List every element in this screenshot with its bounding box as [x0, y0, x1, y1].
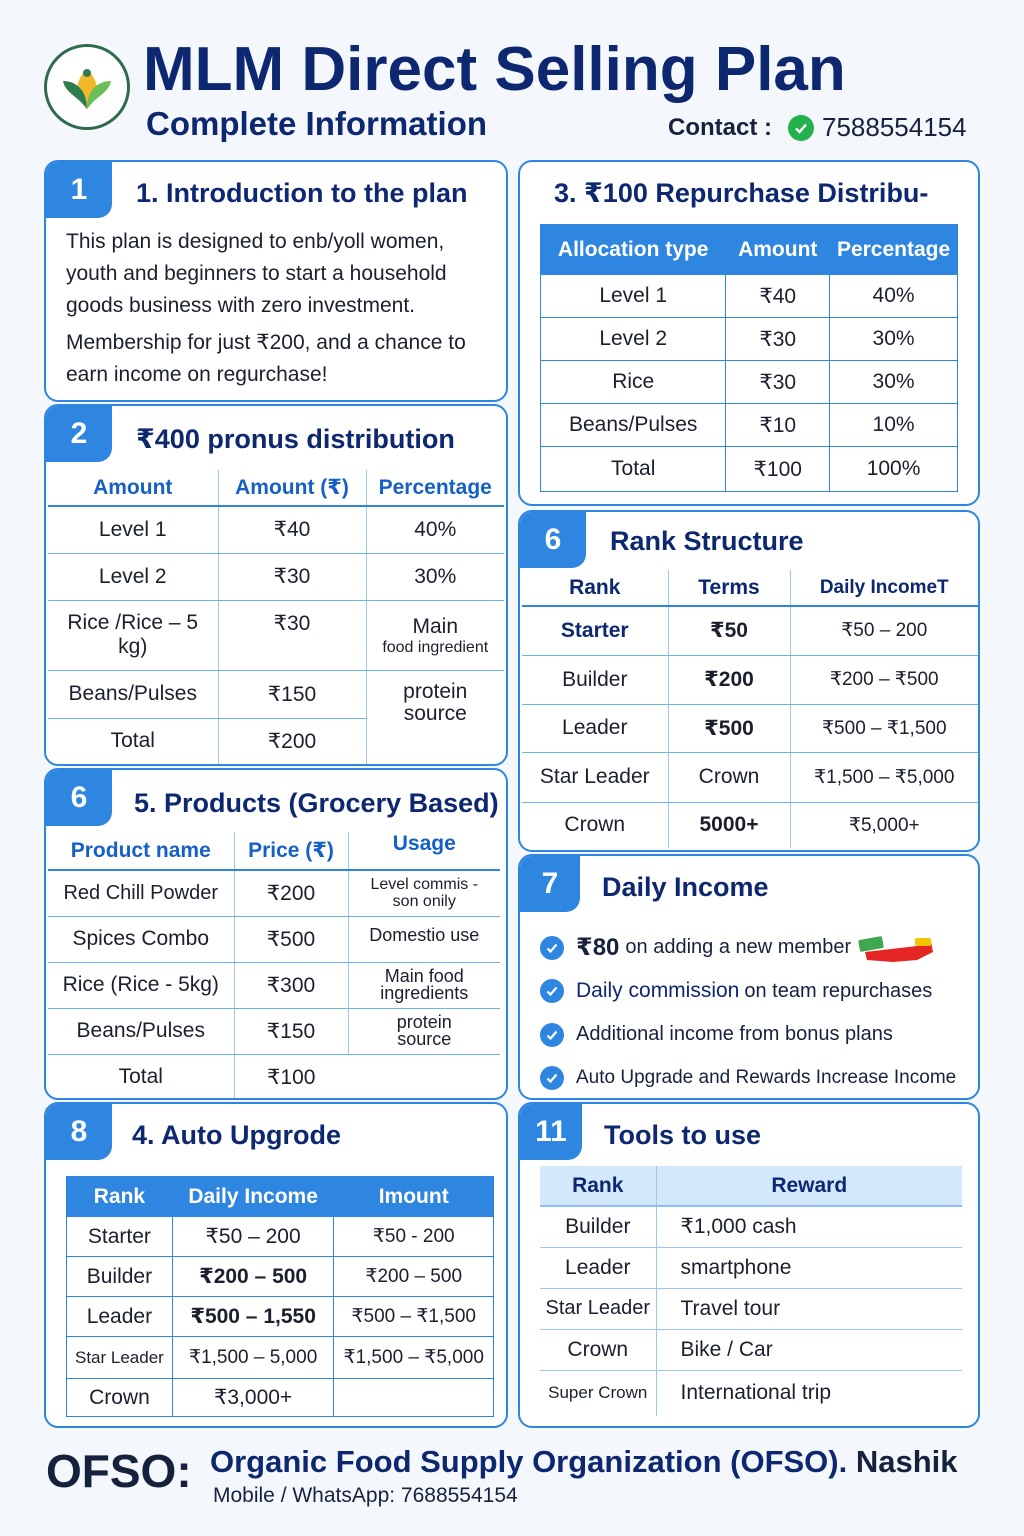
table-cell: Builder — [67, 1257, 173, 1297]
table-row — [48, 670, 504, 718]
check-icon — [540, 936, 564, 960]
daily-income-title: Daily Income — [602, 872, 769, 902]
table-cell: ₹200 — [218, 718, 366, 764]
table-cell: ₹500 — [668, 704, 790, 752]
table-cell: Crown — [540, 1329, 656, 1370]
table-cell: Rice — [541, 361, 726, 404]
section-badge: 7 — [520, 856, 580, 912]
table-cell: Level 2 — [48, 553, 218, 600]
logo — [44, 44, 130, 130]
table-cell: ₹100 — [234, 1054, 348, 1100]
rank-structure-card — [518, 510, 980, 852]
page-subtitle: Complete Information — [146, 105, 488, 142]
leaf-logo-icon — [57, 57, 117, 117]
table-cell: Beans/Pulses — [48, 1008, 234, 1054]
table-cell: smartphone — [656, 1247, 962, 1288]
table-cell: ₹3,000+ — [172, 1379, 334, 1417]
table-row — [48, 916, 500, 962]
table-row — [48, 962, 500, 1008]
table-row — [67, 1297, 494, 1337]
table-cell: 40% — [830, 275, 958, 318]
table-cell: Bike / Car — [656, 1329, 962, 1370]
table-row — [48, 553, 504, 600]
table-cell — [348, 1008, 500, 1054]
contact-info — [668, 112, 967, 143]
table-cell: ₹50 — [668, 606, 790, 655]
cell-line: food ingredient — [382, 638, 489, 656]
repurchase-card — [518, 160, 980, 506]
table-row — [541, 404, 958, 447]
table-row — [540, 1247, 962, 1288]
intro-membership: Membership for just ₹200, and a chance to earn income on regurchase! — [66, 331, 466, 386]
table-cell: ₹40 — [726, 275, 830, 318]
table-row — [522, 655, 978, 704]
column-header: Rank — [522, 570, 668, 606]
table-cell: ₹200 – 500 — [334, 1257, 494, 1297]
rank-title: Rank Structure — [610, 526, 804, 556]
table-row — [540, 1370, 962, 1416]
item-strong: ₹80 — [576, 934, 620, 962]
item-text: on team repurchases — [744, 979, 933, 1002]
table-cell: Starter — [67, 1217, 173, 1257]
cell-line: Level commis - — [370, 876, 479, 894]
table-cell: Level 1 — [541, 275, 726, 318]
table-cell: ₹500 – ₹1,500 — [790, 704, 978, 752]
tools-card — [518, 1102, 980, 1428]
table-cell: Crown — [67, 1379, 173, 1417]
column-header: Usage — [348, 832, 500, 870]
item-text: on adding a new member — [625, 936, 852, 959]
table-cell — [334, 1379, 494, 1417]
table-cell: ₹1,500 – ₹5,000 — [334, 1337, 494, 1379]
table-row — [48, 870, 500, 916]
intro-paragraph: This plan is designed to enb/yoll women, youth and beginners to start a household goods business with zero investment. — [66, 230, 447, 317]
tools-table — [540, 1166, 962, 1416]
section-badge: 6 — [46, 770, 112, 826]
table-cell: Star Leader — [67, 1337, 173, 1379]
table-cell — [348, 1054, 500, 1100]
table-cell: 10% — [830, 404, 958, 447]
products-card — [44, 768, 508, 1100]
list-item — [540, 926, 956, 970]
table-cell: ₹500 — [234, 916, 348, 962]
tools-title: Tools to use — [604, 1120, 762, 1150]
cash-hand-icon — [857, 930, 935, 966]
table-cell: Leader — [67, 1297, 173, 1337]
table-cell: Total — [541, 447, 726, 492]
table-cell — [366, 670, 504, 764]
page-title: MLM Direct Selling Plan — [143, 35, 846, 104]
section-badge: 1 — [46, 162, 112, 218]
table-cell: Leader — [522, 704, 668, 752]
table-cell: Travel tour — [656, 1288, 962, 1329]
table-cell: ₹10 — [726, 404, 830, 447]
table-cell: ₹500 – ₹1,500 — [334, 1297, 494, 1337]
footer-mobile[interactable]: Mobile / WhatsApp: 7688554154 — [213, 1484, 518, 1507]
table-cell: ₹5,000+ — [790, 802, 978, 848]
table-row — [67, 1217, 494, 1257]
table-row — [67, 1337, 494, 1379]
column-header: Rank — [67, 1177, 173, 1217]
table-cell: Builder — [522, 655, 668, 704]
table-cell: ₹1,500 – 5,000 — [172, 1337, 334, 1379]
table-cell: ₹500 – 1,550 — [172, 1297, 334, 1337]
table-cell: ₹30 — [218, 553, 366, 600]
cell-line: protein — [396, 1012, 452, 1032]
table-cell: Super Crown — [548, 1383, 648, 1403]
check-icon — [540, 979, 564, 1003]
column-header: Imount — [334, 1177, 494, 1217]
column-header: Price (₹) — [234, 832, 348, 870]
table-cell: Crown — [564, 813, 626, 837]
table-row — [48, 506, 504, 553]
column-header: Daily Income — [172, 1177, 334, 1217]
table-cell: Total — [110, 729, 155, 753]
table-cell: ₹200 — [668, 655, 790, 704]
table-cell: International trip — [656, 1370, 962, 1416]
table-cell: 30% — [830, 318, 958, 361]
rank-table — [522, 570, 978, 848]
table-row — [541, 447, 958, 492]
contact-label: Contact : — [668, 113, 772, 141]
section-badge: 2 — [46, 406, 112, 462]
table-cell: 30% — [830, 361, 958, 404]
table-cell — [348, 962, 500, 1008]
table-row — [48, 600, 504, 670]
table-cell: ₹150 — [234, 1008, 348, 1054]
check-icon — [540, 1066, 564, 1090]
page-header — [0, 0, 1024, 150]
table-cell: Spices Combo — [48, 916, 234, 962]
organization-city: Nashik — [847, 1444, 958, 1479]
column-header: Percentage — [830, 225, 958, 275]
table-row — [522, 606, 978, 655]
table-cell: Domestio use — [348, 916, 500, 962]
column-header: Daily IncomeT — [790, 570, 978, 606]
column-header: Product name — [48, 832, 234, 870]
daily-income-list — [540, 926, 956, 1100]
table-cell: Builder — [540, 1206, 656, 1247]
table-cell: 30% — [366, 553, 504, 600]
table-cell: Beans/Pulses — [541, 404, 726, 447]
bonus-title: ₹400 pronus distribution — [136, 424, 455, 454]
table-cell: 5000+ — [668, 802, 790, 848]
table-cell: ₹30 — [726, 361, 830, 404]
check-icon — [540, 1023, 564, 1047]
section-badge: 6 — [520, 512, 586, 568]
table-cell: ₹1,500 – ₹5,000 — [790, 752, 978, 802]
repurchase-table — [540, 224, 958, 492]
cell-line: Main food — [384, 966, 464, 986]
auto-upgrade-title: 4. Auto Upgrode — [132, 1120, 341, 1150]
auto-upgrade-card — [44, 1102, 508, 1428]
list-item — [540, 1057, 956, 1101]
table-row — [540, 1288, 962, 1329]
table-cell: Leader — [540, 1247, 656, 1288]
table-cell — [366, 600, 504, 670]
footer-organization — [210, 1444, 958, 1480]
table-cell: ₹30 — [726, 318, 830, 361]
table-cell: Beans/Pulses — [48, 670, 218, 718]
table-cell: ₹1,000 cash — [656, 1206, 962, 1247]
list-item — [540, 970, 956, 1014]
cell-line: protein source — [403, 679, 468, 725]
table-cell: ₹200 – ₹500 — [790, 655, 978, 704]
column-header: Percentage — [366, 470, 504, 506]
intro-card — [44, 160, 508, 402]
table-cell: Star Leader — [522, 752, 668, 802]
table-cell: ₹30 — [218, 600, 366, 670]
column-header: Amount — [48, 470, 218, 506]
table-cell: ₹200 — [234, 870, 348, 916]
column-header: Amount (₹) — [218, 470, 366, 506]
table-row — [522, 752, 978, 802]
products-title: 5. Products (Grocery Based) — [134, 788, 499, 818]
table-cell: ₹200 – 500 — [172, 1257, 334, 1297]
table-cell: ₹40 — [218, 506, 366, 553]
table-row — [541, 318, 958, 361]
whatsapp-icon — [788, 115, 814, 141]
table-cell: Total — [118, 1065, 163, 1089]
table-cell: ₹50 - 200 — [334, 1217, 494, 1257]
table-cell: ₹100 — [726, 447, 830, 492]
item-text: Additional income from bonus plans — [576, 1023, 893, 1046]
list-item — [540, 1013, 956, 1057]
table-cell: ₹50 – 200 — [790, 606, 978, 655]
table-cell: Rice (Rice - 5kg) — [48, 962, 234, 1008]
table-cell — [348, 870, 500, 916]
section-badge: 11 — [520, 1104, 582, 1160]
daily-income-card — [518, 854, 980, 1100]
intro-title: 1. Introduction to the plan — [136, 178, 468, 208]
table-cell: ₹50 – 200 — [172, 1217, 334, 1257]
item-text: Auto Upgrade and Rewards Increase Income — [576, 1067, 957, 1089]
table-row — [48, 1008, 500, 1054]
cell-line: source — [397, 1029, 452, 1049]
footer-brand: OFSO: — [46, 1445, 192, 1497]
table-row — [522, 704, 978, 752]
section-badge: 8 — [46, 1104, 112, 1160]
table-row — [540, 1329, 962, 1370]
table-cell: Level 2 — [541, 318, 726, 361]
column-header: Reward — [656, 1166, 962, 1206]
cell-line: son onily — [392, 893, 456, 911]
column-header: Terms — [668, 570, 790, 606]
table-cell: 100% — [830, 447, 958, 492]
column-header: Amount — [726, 225, 830, 275]
table-cell: Starter — [522, 606, 668, 655]
column-header: Rank — [540, 1166, 656, 1206]
products-table — [48, 832, 500, 1100]
table-row — [48, 1054, 500, 1100]
organization-name: Organic Food Supply Organization (OFSO). — [210, 1444, 848, 1479]
repurchase-title: 3. ₹100 Repurchase Distribu- — [554, 178, 929, 208]
table-cell: Rice /Rice – 5 kg) — [48, 600, 218, 670]
table-row — [540, 1206, 962, 1247]
table-cell: 40% — [366, 506, 504, 553]
table-cell: ₹150 — [218, 670, 366, 718]
table-cell: ₹300 — [234, 962, 348, 1008]
cell-line: ingredients — [380, 983, 469, 1003]
auto-upgrade-table — [66, 1176, 494, 1417]
table-row — [67, 1257, 494, 1297]
table-row — [541, 275, 958, 318]
bonus-table — [48, 470, 504, 764]
table-cell: Star Leader — [540, 1288, 656, 1329]
contact-number[interactable]: 7588554154 — [822, 112, 967, 142]
table-cell: Level 1 — [48, 506, 218, 553]
table-row — [541, 361, 958, 404]
table-cell: Crown — [668, 752, 790, 802]
cell-line: Main — [412, 614, 459, 638]
bonus-card — [44, 404, 508, 766]
table-row — [522, 802, 978, 848]
item-strong: Daily commission — [576, 979, 740, 1003]
column-header: Allocation type — [541, 225, 726, 275]
table-row — [67, 1379, 494, 1417]
table-cell: Red Chill Powder — [48, 870, 234, 916]
